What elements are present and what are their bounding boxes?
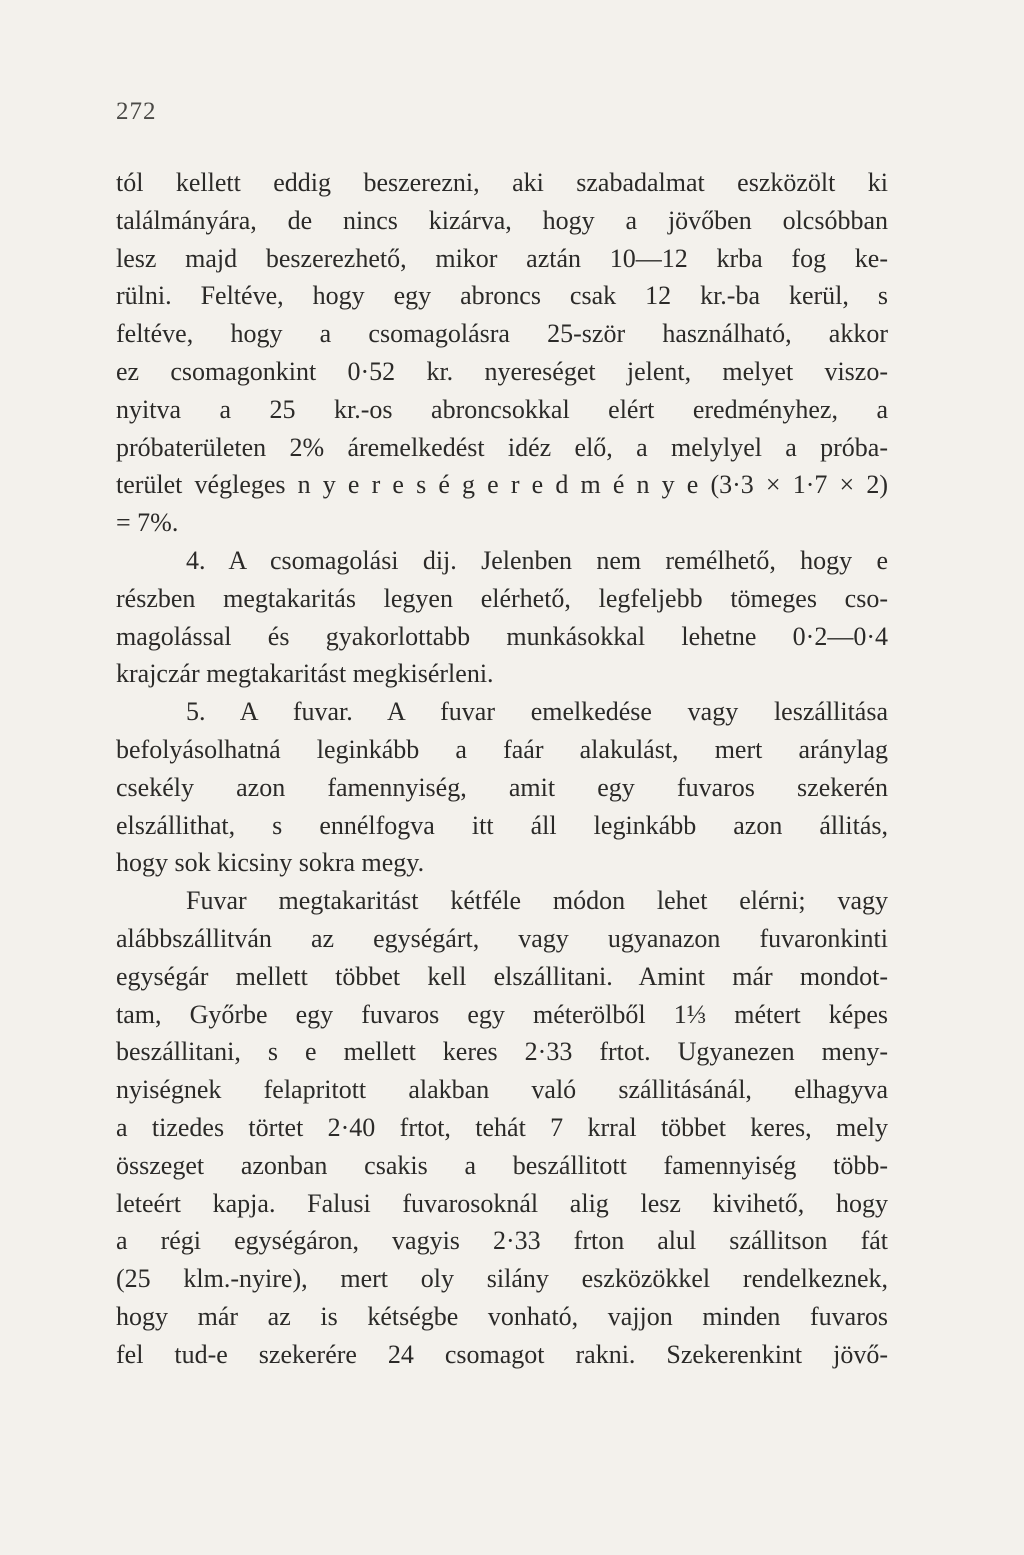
- body-text: [116, 164, 888, 1374]
- text-line: feltéve, hogy a csomagolásra 25-ször használható, akkor: [116, 319, 888, 349]
- section-heading-line: 5. A fuvar. A fuvar emelkedése vagy leszállitása: [186, 697, 888, 727]
- page-number: 272: [116, 98, 157, 125]
- text-line: találmányára, de nincs kizárva, hogy a jövőben olcsóbban: [116, 205, 888, 235]
- text-line: (25 klm.-nyire), mert oly silány eszközökkel rendelkeznek,: [116, 1264, 888, 1294]
- text-line: fel tud-e szekerére 24 csomagot rakni. Szekerenkint jövő-: [116, 1339, 888, 1369]
- text-line: elszállithat, s ennélfogva itt áll leginkább azon állitás,: [116, 810, 888, 840]
- text-line: ez csomagonkint 0·52 kr. nyereséget jelent, melyet viszo-: [116, 356, 888, 386]
- text-line: tól kellett eddig beszerezni, aki szabadalmat eszközölt ki: [116, 168, 888, 197]
- text-line: terület végleges n y e r e s é g e r e d m é n y e (3·3 × 1·7 × 2): [116, 470, 888, 500]
- text-line: = 7%.: [116, 508, 179, 538]
- text-line: alábbszállitván az egységárt, vagy ugyanazon fuvaronkinti: [116, 923, 888, 953]
- text-line: befolyásolhatná leginkább a faár alakulást, mert aránylag: [116, 734, 888, 764]
- paragraph-start-line: Fuvar megtakaritást kétféle módon lehet elérni; vagy: [186, 886, 888, 916]
- text-line: összeget azonban csakis a beszállitott famennyiség több-: [116, 1150, 888, 1180]
- text-line: próbaterületen 2% áremelkedést idéz elő, a melylyel a próba-: [116, 432, 888, 462]
- text-line: tam, Győrbe egy fuvaros egy méterölből 1⅓ métert képes: [116, 999, 888, 1029]
- text-line: hogy már az is kétségbe vonható, vajjon minden fuvaros: [116, 1301, 888, 1331]
- text-line: a régi egységáron, vagyis 2·33 frton alul szállitson fát: [116, 1226, 888, 1256]
- text-line: magolással és gyakorlottabb munkásokkal lehetne 0·2—0·4: [116, 621, 888, 651]
- text-line: hogy sok kicsiny sokra megy.: [116, 848, 425, 878]
- text-line: részben megtakaritás legyen elérhető, legfeljebb tömeges cso-: [116, 583, 888, 613]
- section-heading-line: 4. A csomagolási dij. Jelenben nem remélhető, hogy e: [186, 545, 888, 575]
- text-line: a tizedes törtet 2·40 frtot, tehát 7 krral többet keres, mely: [116, 1112, 888, 1142]
- text-line: nyitva a 25 kr.-os abroncsokkal elért eredményhez, a: [116, 394, 888, 424]
- text-line: nyiségnek felapritott alakban való szállitásánál, elhagyva: [116, 1075, 888, 1105]
- text-line: beszállitani, s e mellett keres 2·33 frtot. Ugyanezen meny-: [116, 1037, 888, 1067]
- text-line: egységár mellett többet kell elszállitani. Amint már mondot-: [116, 961, 888, 991]
- text-line: leteért kapja. Falusi fuvarosoknál alig lesz kivihető, hogy: [116, 1188, 888, 1218]
- text-line: krajczár megtakaritást megkisérleni.: [116, 659, 494, 689]
- text-line: csekély azon famennyiség, amit egy fuvaros szekerén: [116, 772, 888, 802]
- text-line: rülni. Feltéve, hogy egy abroncs csak 12 kr.-ba kerül, s: [116, 281, 888, 311]
- text-line: lesz majd beszerezhető, mikor aztán 10—12 krba fog ke-: [116, 243, 888, 273]
